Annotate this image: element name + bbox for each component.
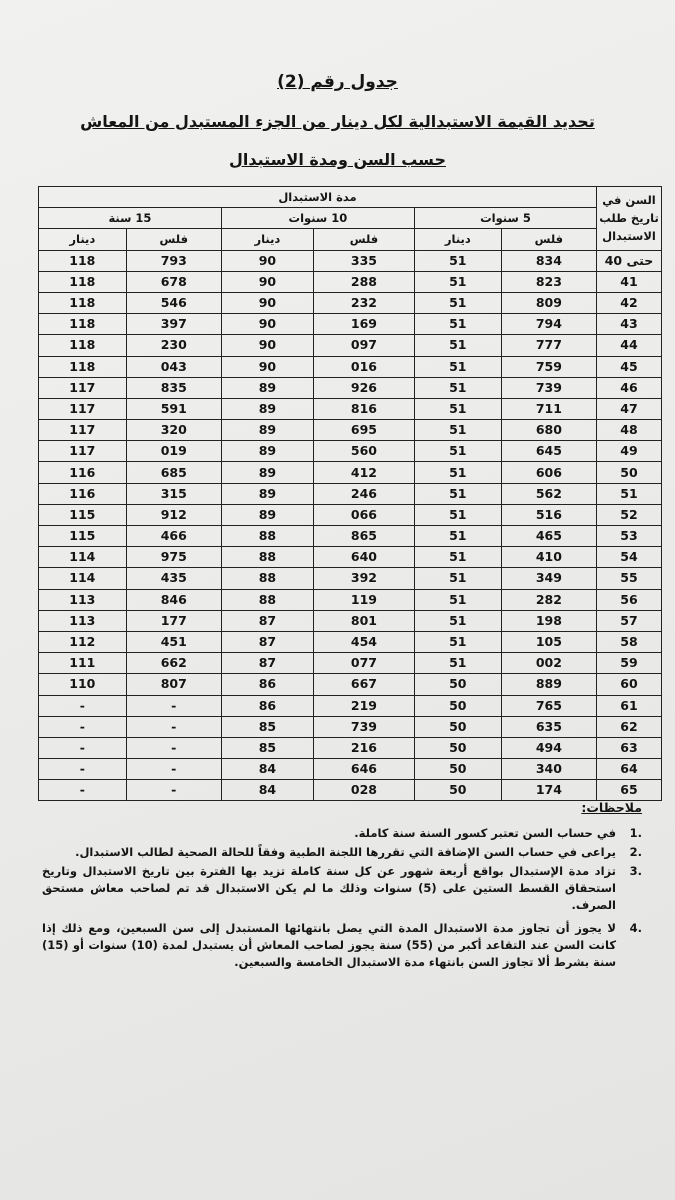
table-row <box>39 335 662 356</box>
fils-15y-cell: 315 <box>126 483 221 504</box>
age-cell: 58 <box>597 631 662 652</box>
dinar-10y-cell: 89 <box>221 420 313 441</box>
fils-5y-cell: 794 <box>501 314 596 335</box>
dinar-5y-cell: 51 <box>414 631 501 652</box>
dinar-10y-cell: 90 <box>221 356 313 377</box>
fils-15y-cell: 320 <box>126 420 221 441</box>
dinar-15y-cell: 110 <box>39 674 127 695</box>
dinar-header: دينار <box>414 229 501 250</box>
dinar-15y-cell: - <box>39 737 127 758</box>
dinar-5y-cell: 51 <box>414 547 501 568</box>
dinar-5y-cell: 51 <box>414 653 501 674</box>
dinar-5y-cell: 51 <box>414 483 501 504</box>
dinar-5y-cell: 51 <box>414 589 501 610</box>
dinar-10y-cell: 85 <box>221 737 313 758</box>
age-cell: 42 <box>597 292 662 313</box>
table-row <box>39 462 662 483</box>
fils-10y-cell: 216 <box>313 737 414 758</box>
fils-10y-cell: 739 <box>313 716 414 737</box>
note-number: .2 <box>629 845 642 859</box>
dinar-15y-cell: 114 <box>39 568 127 589</box>
fils-15y-cell: 793 <box>126 250 221 271</box>
table-row <box>39 526 662 547</box>
fils-5y-cell: 680 <box>501 420 596 441</box>
dinar-5y-cell: 51 <box>414 250 501 271</box>
table-row <box>39 504 662 525</box>
dinar-5y-cell: 51 <box>414 610 501 631</box>
fils-5y-cell: 105 <box>501 631 596 652</box>
fils-10y-cell: 097 <box>313 335 414 356</box>
age-column-header: السن في تاريخ طلب الاستبدال <box>597 187 662 251</box>
dinar-5y-cell: 51 <box>414 462 501 483</box>
table-row <box>39 780 662 801</box>
age-cell: 46 <box>597 377 662 398</box>
fils-5y-cell: 282 <box>501 589 596 610</box>
dinar-15y-cell: 113 <box>39 610 127 631</box>
document-title: تحديد القيمة الاستبدالية لكل دينار من الجزء المستبدل من المعاش <box>80 112 595 131</box>
fils-15y-cell: 546 <box>126 292 221 313</box>
fils-header: فلس <box>501 229 596 250</box>
fils-15y-cell: 685 <box>126 462 221 483</box>
fils-15y-cell: 846 <box>126 589 221 610</box>
dinar-10y-cell: 87 <box>221 631 313 652</box>
age-cell: 41 <box>597 271 662 292</box>
note-text: تزاد مدة الإستبدال بواقع أربعة شهور عن كل سنة كاملة تزيد بها الفترة بين تاريخ الاستبدال وتاريخ استحقاق القسط الستين على (5) سنوات وذلك ما لم يكن الاستبدال قد تم لصاحب معاش مستحق الصرف. <box>42 864 616 912</box>
dinar-15y-cell: 117 <box>39 441 127 462</box>
dinar-5y-cell: 50 <box>414 674 501 695</box>
note-number: .1 <box>629 826 642 840</box>
table-row <box>39 292 662 313</box>
fils-10y-cell: 560 <box>313 441 414 462</box>
fils-15y-cell: 975 <box>126 547 221 568</box>
fils-15y-cell: 451 <box>126 631 221 652</box>
dinar-15y-cell: 115 <box>39 504 127 525</box>
dinar-header: دينار <box>221 229 313 250</box>
dinar-5y-cell: 51 <box>414 335 501 356</box>
fils-5y-cell: 410 <box>501 547 596 568</box>
note-number: .3 <box>629 864 642 878</box>
fils-15y-cell: 397 <box>126 314 221 335</box>
fils-10y-cell: 801 <box>313 610 414 631</box>
fils-5y-cell: 834 <box>501 250 596 271</box>
age-cell: 52 <box>597 504 662 525</box>
dinar-5y-cell: 50 <box>414 737 501 758</box>
dinar-15y-cell: 118 <box>39 314 127 335</box>
table-row <box>39 716 662 737</box>
fils-5y-cell: 809 <box>501 292 596 313</box>
dinar-5y-cell: 51 <box>414 568 501 589</box>
fils-10y-cell: 667 <box>313 674 414 695</box>
table-row <box>39 483 662 504</box>
fils-5y-cell: 606 <box>501 462 596 483</box>
dinar-5y-cell: 50 <box>414 780 501 801</box>
notes-section <box>42 800 642 973</box>
fils-10y-cell: 335 <box>313 250 414 271</box>
fils-5y-cell: 739 <box>501 377 596 398</box>
dinar-15y-cell: - <box>39 780 127 801</box>
dinar-5y-cell: 50 <box>414 759 501 780</box>
age-cell: حتى 40 <box>597 250 662 271</box>
table-row <box>39 589 662 610</box>
dinar-10y-cell: 88 <box>221 547 313 568</box>
fils-15y-cell: 435 <box>126 568 221 589</box>
note-text: في حساب السن تعتبر كسور السنة سنة كاملة. <box>354 826 616 840</box>
age-cell: 59 <box>597 653 662 674</box>
table-row <box>39 674 662 695</box>
age-cell: 61 <box>597 695 662 716</box>
table-body <box>39 250 662 801</box>
age-cell: 44 <box>597 335 662 356</box>
dinar-10y-cell: 89 <box>221 441 313 462</box>
fils-5y-cell: 635 <box>501 716 596 737</box>
fils-15y-cell: 807 <box>126 674 221 695</box>
dinar-5y-cell: 51 <box>414 526 501 547</box>
fils-5y-cell: 002 <box>501 653 596 674</box>
fils-15y-cell: 230 <box>126 335 221 356</box>
dinar-5y-cell: 51 <box>414 314 501 335</box>
fils-15y-cell: 835 <box>126 377 221 398</box>
fils-10y-cell: 219 <box>313 695 414 716</box>
dinar-10y-cell: 89 <box>221 504 313 525</box>
fils-10y-cell: 028 <box>313 780 414 801</box>
dinar-10y-cell: 88 <box>221 568 313 589</box>
fils-15y-cell: 591 <box>126 398 221 419</box>
dinar-5y-cell: 51 <box>414 504 501 525</box>
dinar-15y-cell: 118 <box>39 250 127 271</box>
age-cell: 60 <box>597 674 662 695</box>
dinar-5y-cell: 51 <box>414 292 501 313</box>
age-cell: 64 <box>597 759 662 780</box>
fils-10y-cell: 066 <box>313 504 414 525</box>
dinar-header: دينار <box>39 229 127 250</box>
dinar-15y-cell: 117 <box>39 398 127 419</box>
fils-5y-cell: 465 <box>501 526 596 547</box>
fils-5y-cell: 494 <box>501 737 596 758</box>
dinar-10y-cell: 87 <box>221 653 313 674</box>
age-cell: 63 <box>597 737 662 758</box>
fils-10y-cell: 016 <box>313 356 414 377</box>
age-cell: 62 <box>597 716 662 737</box>
fils-15y-cell: - <box>126 737 221 758</box>
dinar-15y-cell: 118 <box>39 356 127 377</box>
table-row <box>39 653 662 674</box>
fils-15y-cell: 662 <box>126 653 221 674</box>
dinar-5y-cell: 51 <box>414 356 501 377</box>
fils-15y-cell: - <box>126 695 221 716</box>
age-cell: 49 <box>597 441 662 462</box>
fils-15y-cell: 912 <box>126 504 221 525</box>
age-cell: 55 <box>597 568 662 589</box>
age-cell: 53 <box>597 526 662 547</box>
dinar-15y-cell: - <box>39 759 127 780</box>
dinar-15y-cell: - <box>39 695 127 716</box>
dinar-10y-cell: 84 <box>221 759 313 780</box>
fils-10y-cell: 640 <box>313 547 414 568</box>
dinar-10y-cell: 88 <box>221 589 313 610</box>
age-cell: 65 <box>597 780 662 801</box>
group-15-years: 15 سنة <box>39 208 222 229</box>
fils-10y-cell: 646 <box>313 759 414 780</box>
table-row <box>39 759 662 780</box>
dinar-15y-cell: 116 <box>39 483 127 504</box>
fils-10y-cell: 865 <box>313 526 414 547</box>
dinar-15y-cell: 115 <box>39 526 127 547</box>
fils-5y-cell: 562 <box>501 483 596 504</box>
fils-header: فلس <box>313 229 414 250</box>
note-text: لا يجوز أن تجاوز مدة الاستبدال المدة التي يصل بانتهائها المستبدل إلى سن السبعين، ومع ذلك إذا كانت السن عند التقاعد أكبر من (55) سنة يجوز لصاحب المعاش أن يستبدل لمدة (10) سنوات أو (15) سنة بشرط ألا تجاوز السن بانتهاء مدة الاستبدال الخامسة والسبعين. <box>42 921 617 969</box>
fils-10y-cell: 926 <box>313 377 414 398</box>
fils-10y-cell: 232 <box>313 292 414 313</box>
replacement-value-table <box>38 186 662 801</box>
age-cell: 43 <box>597 314 662 335</box>
fils-15y-cell: - <box>126 780 221 801</box>
fils-10y-cell: 392 <box>313 568 414 589</box>
dinar-5y-cell: 51 <box>414 441 501 462</box>
table-row <box>39 737 662 758</box>
dinar-15y-cell: 118 <box>39 271 127 292</box>
dinar-5y-cell: 51 <box>414 377 501 398</box>
note-item <box>42 863 642 914</box>
dinar-15y-cell: 117 <box>39 377 127 398</box>
note-item <box>42 825 642 842</box>
fils-10y-cell: 288 <box>313 271 414 292</box>
fils-5y-cell: 516 <box>501 504 596 525</box>
fils-5y-cell: 174 <box>501 780 596 801</box>
group-5-years: 5 سنوات <box>414 208 596 229</box>
fils-5y-cell: 777 <box>501 335 596 356</box>
fils-15y-cell: 678 <box>126 271 221 292</box>
dinar-10y-cell: 89 <box>221 398 313 419</box>
dinar-10y-cell: 86 <box>221 695 313 716</box>
fils-15y-cell: 466 <box>126 526 221 547</box>
fils-5y-cell: 349 <box>501 568 596 589</box>
fils-10y-cell: 454 <box>313 631 414 652</box>
dinar-10y-cell: 90 <box>221 314 313 335</box>
fils-5y-cell: 823 <box>501 271 596 292</box>
table-number-title: جدول رقم (2) <box>277 72 398 92</box>
fils-10y-cell: 695 <box>313 420 414 441</box>
table-row <box>39 568 662 589</box>
dinar-10y-cell: 90 <box>221 292 313 313</box>
fils-15y-cell: - <box>126 759 221 780</box>
fils-5y-cell: 711 <box>501 398 596 419</box>
fils-5y-cell: 759 <box>501 356 596 377</box>
age-cell: 56 <box>597 589 662 610</box>
fils-10y-cell: 077 <box>313 653 414 674</box>
fils-15y-cell: 019 <box>126 441 221 462</box>
age-cell: 57 <box>597 610 662 631</box>
age-cell: 45 <box>597 356 662 377</box>
table-row <box>39 441 662 462</box>
dinar-15y-cell: 112 <box>39 631 127 652</box>
fils-5y-cell: 340 <box>501 759 596 780</box>
dinar-5y-cell: 50 <box>414 716 501 737</box>
table-row <box>39 250 662 271</box>
table-row <box>39 695 662 716</box>
group-10-years: 10 سنوات <box>221 208 414 229</box>
dinar-10y-cell: 90 <box>221 271 313 292</box>
table-row <box>39 398 662 419</box>
dinar-5y-cell: 51 <box>414 420 501 441</box>
dinar-10y-cell: 84 <box>221 780 313 801</box>
fils-15y-cell: 177 <box>126 610 221 631</box>
fils-5y-cell: 889 <box>501 674 596 695</box>
fils-5y-cell: 765 <box>501 695 596 716</box>
table-row <box>39 631 662 652</box>
dinar-10y-cell: 89 <box>221 377 313 398</box>
dinar-10y-cell: 87 <box>221 610 313 631</box>
document-subtitle: حسب السن ومدة الاستبدال <box>229 150 446 169</box>
age-cell: 50 <box>597 462 662 483</box>
age-cell: 54 <box>597 547 662 568</box>
table-row <box>39 420 662 441</box>
dinar-10y-cell: 85 <box>221 716 313 737</box>
fils-header: فلس <box>126 229 221 250</box>
dinar-15y-cell: - <box>39 716 127 737</box>
dinar-10y-cell: 89 <box>221 483 313 504</box>
fils-15y-cell: - <box>126 716 221 737</box>
table-row <box>39 356 662 377</box>
dinar-15y-cell: 118 <box>39 335 127 356</box>
fils-10y-cell: 816 <box>313 398 414 419</box>
notes-title: ملاحظات: <box>581 800 642 815</box>
note-item <box>42 920 642 971</box>
fils-10y-cell: 119 <box>313 589 414 610</box>
age-cell: 51 <box>597 483 662 504</box>
dinar-15y-cell: 117 <box>39 420 127 441</box>
fils-5y-cell: 645 <box>501 441 596 462</box>
duration-header: مدة الاستبدال <box>39 187 597 208</box>
dinar-10y-cell: 88 <box>221 526 313 547</box>
table-row <box>39 547 662 568</box>
fils-5y-cell: 198 <box>501 610 596 631</box>
dinar-15y-cell: 113 <box>39 589 127 610</box>
dinar-15y-cell: 116 <box>39 462 127 483</box>
dinar-5y-cell: 50 <box>414 695 501 716</box>
dinar-10y-cell: 90 <box>221 335 313 356</box>
dinar-15y-cell: 118 <box>39 292 127 313</box>
dinar-10y-cell: 90 <box>221 250 313 271</box>
dinar-15y-cell: 111 <box>39 653 127 674</box>
fils-15y-cell: 043 <box>126 356 221 377</box>
dinar-5y-cell: 51 <box>414 271 501 292</box>
dinar-5y-cell: 51 <box>414 398 501 419</box>
fils-10y-cell: 169 <box>313 314 414 335</box>
dinar-15y-cell: 114 <box>39 547 127 568</box>
note-text: يراعى في حساب السن الإضافة التي تقررها اللجنة الطبية وفقاً للحالة الصحية لطالب الاستبدال. <box>75 845 616 859</box>
dinar-10y-cell: 86 <box>221 674 313 695</box>
note-number: .4 <box>629 921 642 935</box>
fils-10y-cell: 412 <box>313 462 414 483</box>
age-cell: 48 <box>597 420 662 441</box>
table-row <box>39 377 662 398</box>
table-row <box>39 610 662 631</box>
note-item <box>42 844 642 861</box>
table-row <box>39 271 662 292</box>
table-row <box>39 314 662 335</box>
fils-10y-cell: 246 <box>313 483 414 504</box>
dinar-10y-cell: 89 <box>221 462 313 483</box>
age-cell: 47 <box>597 398 662 419</box>
